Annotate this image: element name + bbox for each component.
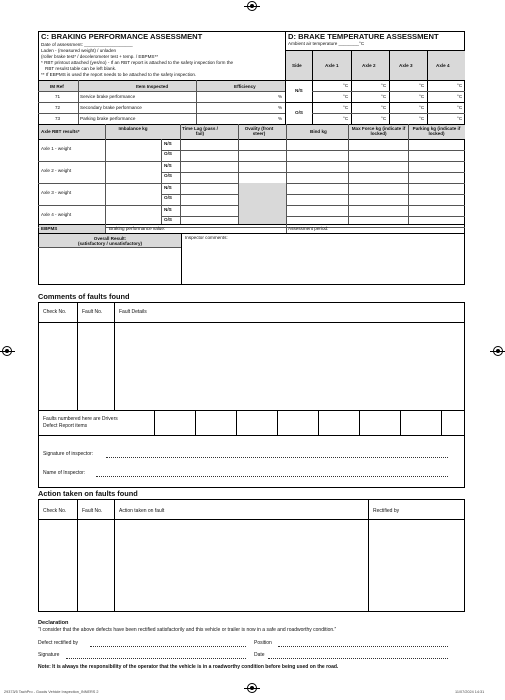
driver-defect-cell-divider [318, 410, 319, 435]
comments-header-check: Check No. [43, 309, 67, 315]
im-row-item: Service brake performance [80, 94, 136, 99]
ebpms-label: EBPMS [41, 226, 58, 231]
section-d-title: D: BRAKE TEMPERATURE ASSESSMENT [288, 32, 439, 41]
temp-unit-cell[interactable]: °C [419, 105, 425, 110]
rbt-side-divider [161, 216, 465, 217]
temp-unit-cell[interactable]: °C [419, 116, 425, 121]
temp-unit-cell[interactable]: °C [419, 94, 425, 99]
rbt-note-b: RBT resulst table can be left blank. [45, 66, 117, 71]
temp-os-label: O/S [295, 110, 303, 115]
im-row-ref: 73 [55, 116, 61, 121]
drivers-defect-label: Faults numbered here are Drivers [43, 416, 118, 422]
temp-unit-cell[interactable]: °C [457, 105, 463, 110]
defect-rectified-line[interactable] [90, 646, 246, 647]
rbt-side-divider [161, 194, 465, 195]
rbt-axle-label: Axle 2 - weight [41, 168, 72, 173]
rbt-header-ovality: Ovality (front steer) [244, 126, 274, 137]
temp-unit-cell[interactable]: °C [343, 105, 349, 110]
im-row-ref: 71 [55, 94, 61, 99]
rbt-header-timelag: Time Lag (pass / fail) [182, 126, 218, 137]
temp-header-axle-1: Axle 1 [325, 63, 339, 68]
driver-defect-cell-divider [195, 410, 196, 435]
temp-header-axle-4: Axle 4 [436, 63, 450, 68]
name-of-inspector: Name of Inspector: [43, 470, 86, 476]
driver-defect-cell-divider [400, 410, 401, 435]
comments-header-fault: Fault No. [82, 309, 103, 315]
declaration-signature-line[interactable] [66, 658, 246, 659]
comments-frame [38, 302, 465, 488]
driver-defect-cell-divider [277, 410, 278, 435]
rbt-side-label: O/S [164, 217, 172, 222]
im-row-unit: % [278, 116, 283, 121]
rbt-axle-divider [38, 161, 465, 162]
actions-header-rectified: Rectified by [373, 508, 400, 514]
im-row-unit: % [278, 94, 283, 99]
temp-unit-cell[interactable]: °C [457, 83, 463, 88]
declaration-title: Declaration [38, 620, 69, 626]
rbt-axle-label: Axle 3 - weight [41, 190, 72, 195]
im-row-unit: % [278, 105, 283, 110]
laden-label: Laden - (measured weight) / unladen [41, 48, 117, 53]
roller-test-label: (roller brake test* / decelerometer test + temp. / EBPMS** [41, 54, 159, 59]
im-row-ref: 72 [55, 105, 61, 110]
overall-result-sub: (satisfactory / unsatisfactory) [77, 241, 143, 246]
registration-mark-top [247, 1, 257, 11]
comments-title: Comments of faults found [38, 292, 130, 301]
ovality-na-cells [239, 183, 286, 224]
temp-unit-cell[interactable]: °C [457, 116, 463, 121]
inspector-comments-label: Inspector comments: [185, 235, 228, 240]
temp-unit-cell[interactable]: °C [343, 83, 349, 88]
ambient-temp: Ambient air temperature ________°C [288, 41, 365, 46]
declaration-note: Note: It is always the responsibility of the operator that the vehicle is in a roadworthy condition before being used on the road. [38, 664, 339, 670]
im-header-item: Item Inspected [136, 84, 169, 89]
rbt-side-label: N/S [164, 207, 172, 212]
rbt-side-label: N/S [164, 163, 172, 168]
braking-performance-value: Braking performance value: [109, 226, 166, 231]
rbt-side-label: N/S [164, 141, 172, 146]
signature-line[interactable] [106, 457, 448, 458]
date-of-assessment: Date of assessment: ___________________ [41, 42, 133, 47]
rbt-side-label: O/S [164, 151, 172, 156]
actions-title: Action taken on faults found [38, 489, 138, 498]
signature-of-inspector: Signature of inspector: [43, 451, 94, 457]
temp-unit-cell[interactable]: °C [381, 94, 387, 99]
registration-mark-bottom [247, 683, 257, 693]
position-label: Position [254, 640, 272, 646]
driver-defect-cell-divider [236, 410, 237, 435]
temp-unit-cell[interactable]: °C [343, 94, 349, 99]
footer-slug-right: 11/07/2024 14:31 [455, 690, 485, 694]
actions-frame [38, 499, 465, 612]
overall-result-label: Overall Result: [93, 236, 127, 241]
actions-header-fault: Fault No. [82, 508, 103, 514]
actions-header-action: Action taken on fault [119, 508, 165, 514]
rbt-side-divider [161, 150, 465, 151]
rbt-header-maxforce: Max Force kg (indicate if locked) [351, 126, 406, 137]
temp-header-side: Side [292, 63, 302, 68]
rbt-header-imbalance: Imbalance kg [118, 126, 148, 131]
assessment-period: Assessment period: [288, 226, 329, 231]
ebpms-note: ** If EBPMS is used the report needs to be attached to the safety inspection. [41, 72, 197, 77]
driver-defect-cell-divider [441, 410, 442, 435]
actions-header-check: Check No. [43, 508, 67, 514]
section-c-title: C: BRAKING PERFORMANCE ASSESSMENT [41, 32, 203, 41]
driver-defect-cell-divider [359, 410, 360, 435]
rbt-header-axle: Axle RBT results* [41, 129, 80, 134]
position-line[interactable] [278, 646, 448, 647]
temp-unit-cell[interactable]: °C [457, 94, 463, 99]
declaration-date-line[interactable] [268, 658, 448, 659]
im-row-item: Secondary brake performance [80, 105, 142, 110]
rbt-header-parking: Parking kg (indicate if locked) [412, 126, 461, 137]
rbt-side-label: O/S [164, 195, 172, 200]
temp-unit-cell[interactable]: °C [419, 83, 425, 88]
rbt-axle-label: Axle 1 - weight [41, 146, 72, 151]
defect-rectified-label: Defect rectified by [38, 640, 79, 646]
declaration-signature-label: Signature [38, 652, 60, 658]
rbt-side-label: N/S [164, 185, 172, 190]
temp-header-axle-3: Axle 3 [399, 63, 413, 68]
registration-mark-right [493, 346, 503, 356]
temp-unit-cell[interactable]: °C [381, 116, 387, 121]
im-header-ref: IM Ref [50, 84, 64, 89]
driver-defect-cell-divider [154, 410, 155, 435]
temp-unit-cell[interactable]: °C [381, 83, 387, 88]
temp-unit-cell[interactable]: °C [343, 116, 349, 121]
im-header-efficiency: Efficiency [234, 84, 256, 89]
name-line[interactable] [96, 476, 448, 477]
rbt-header-bind: Bind kg [310, 129, 327, 134]
rbt-note: * RBT printout attached (yes/no) - If an RBT report is attached to the safety inspection form the [41, 60, 234, 65]
registration-mark-left [2, 346, 12, 356]
declaration-date-label: Date [254, 652, 265, 658]
rbt-side-label: O/S [164, 173, 172, 178]
temp-unit-cell[interactable]: °C [381, 105, 387, 110]
temp-ns-label: N/S [295, 88, 303, 93]
drivers-defect-label-2: Defect Report items [43, 423, 88, 429]
comments-header-details: Fault Details [119, 309, 147, 315]
declaration-text: “I consider that the above defects have been rectified satisfactorily and this vehicle or trailer is now in a safe and roadworthy condition.” [38, 627, 337, 633]
rbt-axle-label: Axle 4 - weight [41, 212, 72, 217]
temp-header-axle-2: Axle 2 [362, 63, 376, 68]
im-row-item: Parking brake performance [80, 116, 136, 121]
footer-slug-left: 29373/5 TachPro - Goods Vehicle Inspection_INNERS 2 [4, 690, 99, 694]
rbt-side-divider [161, 172, 465, 173]
